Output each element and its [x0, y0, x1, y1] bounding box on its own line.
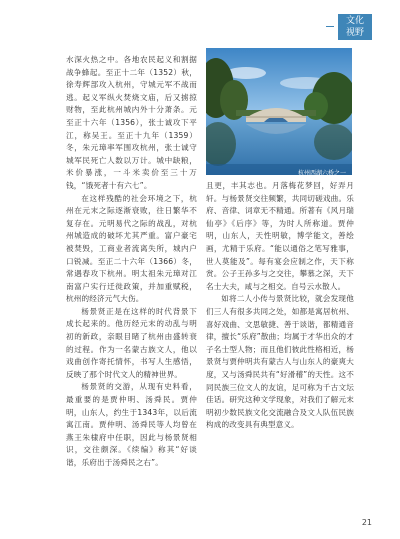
- west-lake-bridge-photo: [206, 48, 352, 175]
- section-tag: [338, 14, 372, 40]
- section-tag-rule: [326, 26, 334, 27]
- right-paragraph-2: 如将二人小传与景贤比较，就会发现他们三人有很多共同之处，如都是寓居杭州、喜好戏曲、文思敏捷、善于谈谐，都精通音律，擅长“乐府”散曲；均属于才华出众的才子名士型人物；而且他们彼此性格相近，杨景贤与贾仲明共有蒙古人与山东人的豪爽大度，又与汤舜民共有“好滑稽”的天性。这不同民族三位文人的友谊，足可称为千古文坛佳话。研究这种文学现象，对我们了解元末明初少数民族文化交流融合及文人队伍民族构成的改变具有典型意义。: [206, 294, 354, 430]
- right-column: [206, 180, 354, 432]
- section-tag-line1: 文化: [345, 16, 364, 26]
- section-tag-line2: 视野: [345, 28, 364, 38]
- page-number: 21: [361, 518, 372, 527]
- left-paragraph-2: 在这样残酷的社会环境之下，杭州在元末之际逐渐衰败，往日繁华不复存在。元明易代之际的战乱，对杭州城造成的破坏尤其严重。富户豪宅被焚毁，工商业者流离失所，城内户口锐减。至正二十六年（1366）冬，常遇春攻下杭州。明太祖朱元璋对江南富户实行迁徙政策，并加重赋税，杭州的经济元气大伤。: [66, 193, 197, 304]
- left-paragraph-3: 杨景贤正是在这样的时代背景下成长起来的。他历经元末的动乱与明初的新政，亲眼目睹了杭州由盛转衰的过程。作为一名蒙古族文人，他以戏曲创作寄托情怀，书写人生感悟，反映了那个时代文人的精神世界。: [66, 306, 197, 379]
- photo-illustration: [206, 48, 352, 175]
- left-paragraph-4: 杨景贤的交游，从现有史料看，最重要的是贾仲明、汤舜民。贾仲明，山东人，约生于1343年，以后流寓江南。贾仲明、汤舜民等人均曾在燕王朱棣府中任职，因此与杨景贤相识，交往颇深。《续编》称其“好谈谐，乐府出于汤舜民之右”。: [66, 382, 197, 467]
- photo-caption: 杭州西湖六桥之一: [297, 170, 346, 177]
- left-paragraph-1: 水深火热之中。各地农民起义和割据战争蜂起。至正十二年（1352）秋，徐寿辉部攻入杭州，守城元军不战而逃。起义军纵火焚烧文庙，后又掳掠财物，至此杭州城内外十分萧条。元至正十六年（1356），张士诚攻下平江，称吴王。至正十九年（1359）冬，朱元璋率军围攻杭州，张士诚守城军民死亡人数以万计。城中缺粮，米价暴涨，一斗米卖价至三十万钱，“饿死者十有六七”。: [66, 55, 197, 190]
- right-paragraph-1: 且更，丰其志也。月落梅花梦回，好弄月轩。与杨景贤交往频繁，共同切磋戏曲。乐府、音律、词章无不精通。所著有《风月瑞仙亭》《后序》等，为时人所称道。贾仲明，山东人，天性明敏，博学能文，善绘画，尤精于乐府。“能以通俗之笔写雅事，世人莫能及”。每有宴会应制之作，天下称赏。公子王孙多与之交往，攀慕之深，天下名士大夫，咸与之相交。自号云水散人。: [206, 181, 354, 291]
- left-column: [66, 54, 197, 470]
